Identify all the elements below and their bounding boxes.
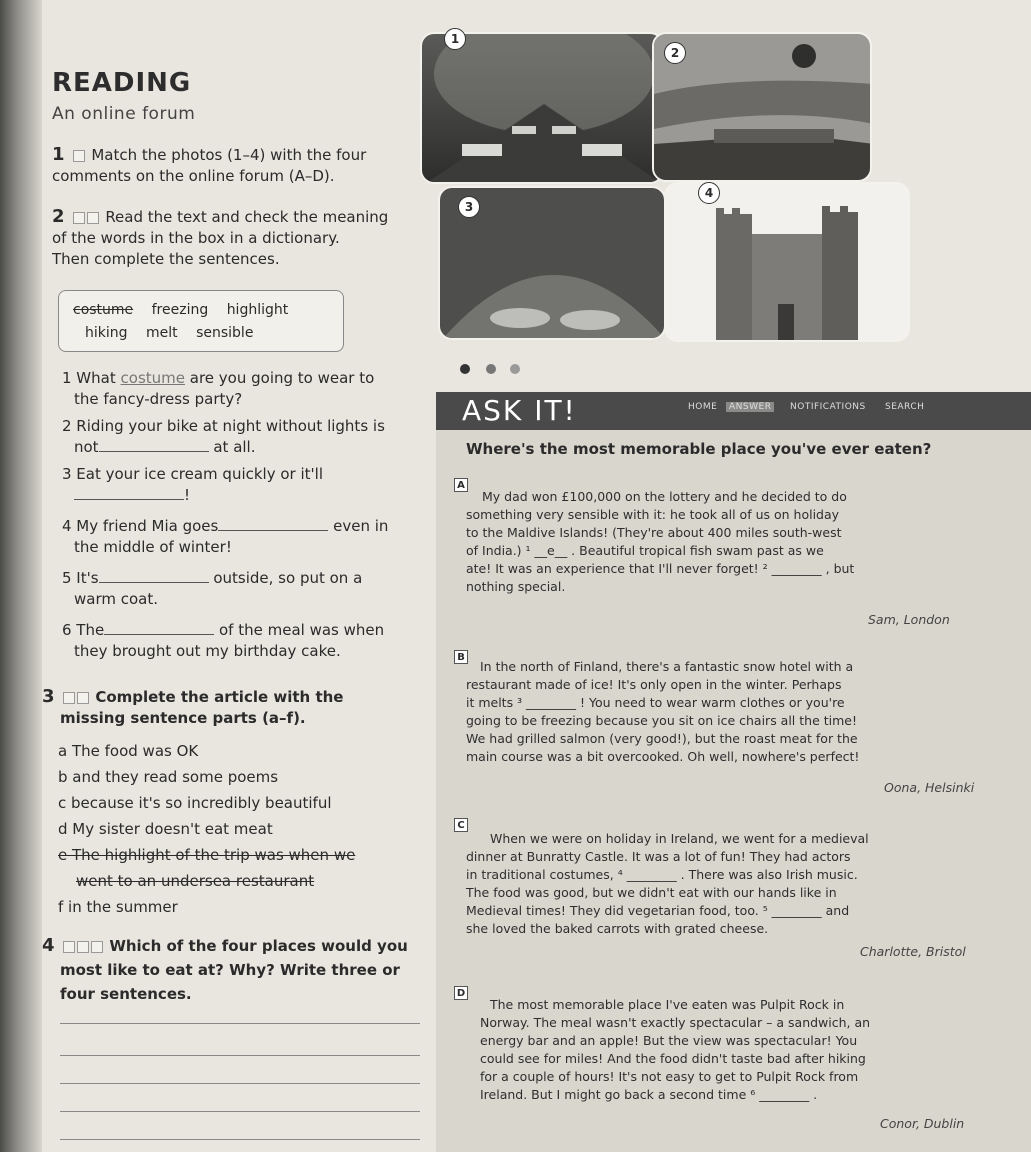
post-letter-b: B	[454, 650, 468, 664]
post-line: she loved the baked carrots with grated cheese.	[466, 921, 769, 936]
nav-home[interactable]: HOME	[688, 402, 718, 412]
post-letter-c: C	[454, 818, 468, 832]
sentence-text: they brought out my birthday cake.	[74, 642, 341, 660]
options-list	[58, 738, 438, 920]
post-b-author: Oona, Helsinki	[884, 780, 975, 795]
word-costume: costume	[73, 302, 134, 318]
post-line: dinner at Bunratty Castle. It was a lot of fun! They had actors	[466, 849, 851, 864]
nav-search[interactable]: SEARCH	[885, 402, 925, 412]
word-sensible: sensible	[196, 325, 254, 341]
writing-line[interactable]	[60, 1054, 420, 1056]
sentence-text: 1 What	[62, 369, 116, 387]
sentence-text: the middle of winter!	[74, 538, 232, 556]
sentence-text: 5 It's	[62, 569, 99, 587]
post-line: in traditional costumes, ⁴ ________ . There was also Irish music.	[466, 867, 858, 882]
sentence-text: warm coat.	[74, 590, 159, 608]
carousel-dot[interactable]	[486, 364, 496, 374]
post-line: of India.) ¹ __e__ . Beautiful tropical fish swam past as we	[466, 543, 824, 558]
exercise-number: 1	[52, 144, 65, 165]
option-a: a The food was OK	[58, 742, 199, 760]
photo-number-badge: 3	[458, 196, 480, 218]
post-line: Medieval times! They did vegetarian food, too. ⁵ ________ and	[466, 903, 850, 918]
sentence-text: are you going to wear to	[189, 369, 375, 387]
writing-line[interactable]	[60, 1082, 420, 1084]
post-c-author: Charlotte, Bristol	[860, 944, 966, 959]
exercise-number: 3	[42, 686, 55, 707]
word-melt: melt	[145, 325, 178, 341]
post-line: could see for miles! And the food didn't taste bad after hiking	[480, 1051, 866, 1066]
post-b	[466, 658, 986, 766]
sentence-text: 3 Eat your ice cream quickly or it'll	[62, 465, 323, 483]
exercise-number: 4	[42, 935, 55, 956]
option-f: f in the summer	[58, 898, 178, 916]
sentence-text: 2 Riding your bike at night without lights is	[62, 417, 385, 435]
answer-blank[interactable]	[218, 516, 328, 531]
sentence-text: 6 The	[62, 621, 105, 639]
post-d-author: Conor, Dublin	[880, 1116, 965, 1131]
post-line: something very sensible with it: he took all of us on holiday	[466, 507, 840, 522]
post-line: it melts ³ ________ ! You need to wear warm clothes or you're	[466, 695, 845, 710]
exercise-3-instruction: Complete the article with the	[95, 688, 344, 706]
writing-line[interactable]	[60, 1138, 420, 1140]
carousel-dot[interactable]	[510, 364, 520, 374]
post-a-author: Sam, London	[868, 612, 950, 627]
post-line: The food was good, but we didn't eat with our hands like in	[466, 885, 837, 900]
exercise-4	[38, 934, 438, 1006]
post-line: to the Maldive Islands! (They're about 400 miles south-west	[466, 525, 842, 540]
post-line: going to be freezing because you sit on ice chairs all the time!	[466, 713, 857, 728]
sentence-2	[62, 416, 432, 458]
sentence-text: !	[184, 486, 191, 504]
word-highlight: highlight	[226, 302, 289, 318]
post-line: restaurant made of ice! It's only open in the winter. Perhaps	[466, 677, 842, 692]
exercise-1-instruction-2: comments on the online forum (A–D).	[52, 167, 335, 185]
nav-notifications[interactable]: NOTIFICATIONS	[790, 402, 866, 412]
option-b: b and they read some poems	[58, 768, 279, 786]
exercise-2-instruction: Read the text and check the meaning	[105, 208, 389, 226]
answer-blank[interactable]	[74, 485, 184, 500]
exercise-4-instruction-3: four sentences.	[60, 985, 192, 1003]
photo-number-badge: 4	[698, 182, 720, 204]
sentence-text: outside, so put on a	[213, 569, 363, 587]
difficulty-square-icon	[73, 212, 85, 224]
writing-line[interactable]	[60, 1110, 420, 1112]
exercise-number: 2	[52, 206, 65, 227]
exercise-2-instruction-3: Then complete the sentences.	[52, 250, 280, 268]
post-line: Norway. The meal wasn't exactly spectacular – a sandwich, an	[480, 1015, 871, 1030]
word-box	[58, 290, 344, 352]
exercise-3	[38, 686, 428, 729]
sentence-1	[62, 368, 432, 410]
post-line: for a couple of hours! It's not easy to get to Pulpit Rock from	[480, 1069, 859, 1084]
exercise-2	[52, 206, 422, 270]
sentence-text: 4 My friend Mia goes	[62, 517, 219, 535]
post-a	[466, 488, 986, 596]
difficulty-square-icon	[63, 692, 75, 704]
post-c	[466, 830, 986, 938]
exercise-4-instruction: Which of the four places would you	[109, 937, 408, 955]
word-hiking: hiking	[85, 325, 128, 341]
photo-4-bunratty-castle	[664, 182, 910, 342]
post-line: The most memorable place I've eaten was Pulpit Rock in	[490, 997, 845, 1012]
sentence-text: even in	[333, 517, 389, 535]
post-line: We had grilled salmon (very good!), but the roast meat for the	[466, 731, 858, 746]
forum-question: Where's the most memorable place you've ever eaten?	[466, 440, 932, 458]
difficulty-square-icon	[91, 941, 103, 953]
post-line: Ireland. But I might go back a second time ⁶ ________ .	[480, 1087, 818, 1102]
sentence-5	[62, 568, 432, 610]
photo-number-badge: 2	[664, 42, 686, 64]
pulpit-rock-image	[654, 34, 872, 182]
option-d: d My sister doesn't eat meat	[58, 820, 273, 838]
answer-blank[interactable]	[99, 437, 209, 452]
writing-line[interactable]	[60, 1022, 420, 1024]
exercise-3-instruction-2: missing sentence parts (a–f).	[60, 709, 306, 727]
exercise-1-instruction: Match the photos (1–4) with the four	[91, 146, 367, 164]
section-heading: READING	[52, 68, 192, 98]
difficulty-square-icon	[63, 941, 75, 953]
forum-title: ASK IT!	[462, 394, 577, 427]
post-line: energy bar and an apple! But the view was spectacular! You	[480, 1033, 858, 1048]
post-d	[466, 996, 986, 1104]
sentence-text: at all.	[213, 438, 256, 456]
sentence-answer: costume	[120, 369, 185, 387]
difficulty-square-icon	[77, 692, 89, 704]
post-line: In the north of Finland, there's a fantastic snow hotel with a	[480, 659, 854, 674]
word-freezing: freezing	[151, 302, 209, 318]
sentence-text: not	[74, 438, 99, 456]
section-subheading: An online forum	[52, 104, 196, 124]
option-e-continued: went to an undersea restaurant	[76, 872, 315, 890]
photo-number-badge: 1	[444, 28, 466, 50]
exercise-2-instruction-2: of the words in the box in a dictionary.	[52, 229, 340, 247]
exercise-4-instruction-2: most like to eat at? Why? Write three or	[60, 961, 400, 979]
sentence-3	[62, 464, 432, 506]
castle-image	[666, 184, 910, 342]
answer-blank[interactable]	[104, 620, 214, 635]
post-line: When we were on holiday in Ireland, we went for a medieval	[490, 831, 869, 846]
post-line: main course was a bit overcooked. Oh well, nowhere's perfect!	[466, 749, 860, 764]
difficulty-square-icon	[77, 941, 89, 953]
photo-1-undersea-restaurant	[420, 32, 664, 184]
sentence-4	[62, 516, 432, 558]
book-spine-shadow	[0, 0, 42, 1152]
carousel-dot-active[interactable]	[460, 364, 470, 374]
post-line: ate! It was an experience that I'll never forget! ² ________ , but	[466, 561, 855, 576]
answer-blank[interactable]	[99, 568, 209, 583]
post-line: nothing special.	[466, 579, 566, 594]
difficulty-square-icon	[73, 150, 85, 162]
post-letter-d: D	[454, 986, 468, 1000]
option-e: e The highlight of the trip was when we	[58, 846, 356, 864]
sentence-text: the fancy-dress party?	[74, 390, 243, 408]
difficulty-square-icon	[87, 212, 99, 224]
sentence-6	[62, 620, 432, 662]
sentence-text: of the meal was when	[219, 621, 385, 639]
post-letter-a: A	[454, 478, 468, 492]
undersea-restaurant-image	[422, 34, 664, 184]
exercise-1	[52, 144, 422, 187]
post-line: My dad won £100,000 on the lottery and he decided to do	[482, 489, 847, 504]
nav-answer[interactable]: ANSWER	[726, 402, 774, 412]
option-c: c because it's so incredibly beautiful	[58, 794, 332, 812]
